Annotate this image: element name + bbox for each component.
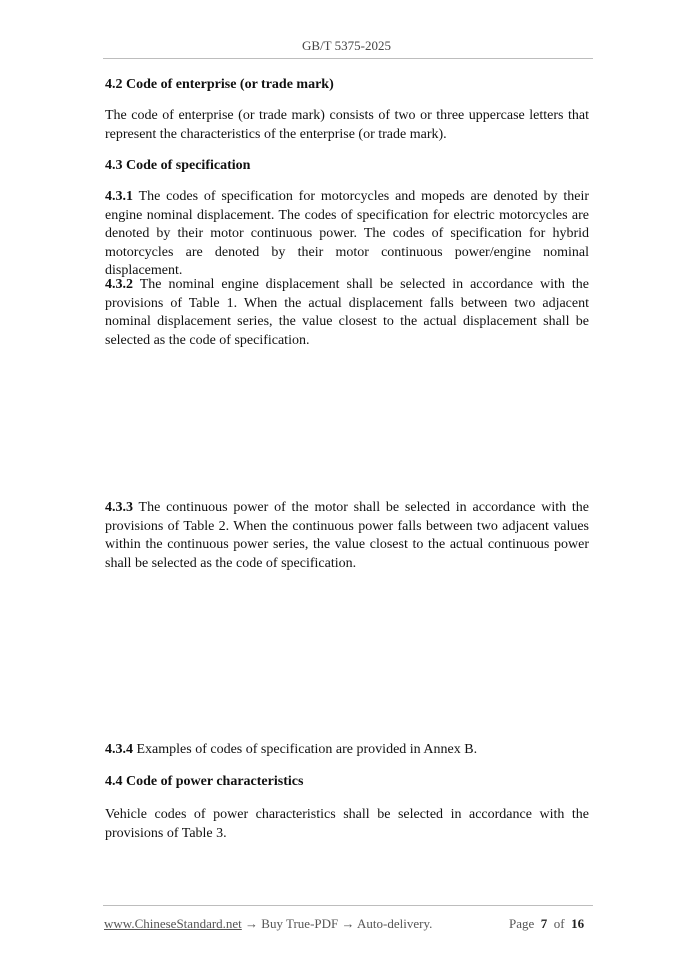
clause-4-3-3	[105, 499, 589, 573]
footer-site-link[interactable]: www.ChineseStandard.net	[104, 916, 242, 931]
footer-promo	[104, 916, 432, 932]
clause-number: 4.3.1	[105, 189, 133, 204]
clause-number: 4.3.3	[105, 500, 133, 515]
arrow-right-icon: →	[245, 916, 259, 931]
header-title: GB/T 5375-2025	[302, 38, 391, 53]
header-divider	[103, 58, 593, 59]
footer-divider	[103, 905, 593, 906]
clause-text: The nominal engine displacement shall be selected in accordance with the provisions of Table 1. When the actual displacement falls between two adjacent nominal displacement series, the value closest to the actual displacement shall be selected as the code of specification.	[105, 277, 589, 348]
clause-text: The codes of specification for motorcycles and mopeds are denoted by their engine nominal displacement. The codes of specification for electric motorcycles are denoted by their motor continuous power. The codes of specification for hybrid motorcycles are denoted by their motor continuous power/engine nominal displacement.	[105, 189, 589, 278]
arrow-right-icon: →	[341, 916, 355, 931]
clause-4-3-4	[105, 741, 589, 760]
clause-number: 4.3.2	[105, 277, 133, 292]
page-label: Page	[509, 916, 535, 931]
footer-buy-text: Buy True-PDF	[258, 916, 342, 931]
clause-text: Examples of codes of specification are provided in Annex B.	[133, 742, 478, 757]
paragraph-4-2: The code of enterprise (or trade mark) consists of two or three uppercase letters that represent the characteristics of the enterprise (or trade mark).	[105, 108, 589, 142]
page-number: 7	[540, 916, 548, 931]
paragraph-4-4: Vehicle codes of power characteristics shall be selected in accordance with the provisions of Table 3.	[105, 807, 589, 841]
clause-number: 4.3.4	[105, 742, 133, 757]
footer-delivery-text: Auto-delivery.	[354, 916, 433, 931]
heading-4-3: 4.3 Code of specification	[105, 158, 251, 173]
page-indicator	[509, 916, 584, 932]
of-label: of	[553, 916, 565, 931]
heading-4-2: 4.2 Code of enterprise (or trade mark)	[105, 77, 334, 92]
clause-4-3-2	[105, 276, 589, 350]
clause-text: The continuous power of the motor shall be selected in accordance with the provisions of Table 2. When the continuous power falls between two adjacent values within the continuous power series, the value closest to the actual continuous power shall be selected as the code of specification.	[105, 500, 589, 571]
clause-4-3-1	[105, 188, 589, 281]
heading-4-4: 4.4 Code of power characteristics	[105, 774, 304, 789]
page-total: 16	[571, 916, 585, 931]
